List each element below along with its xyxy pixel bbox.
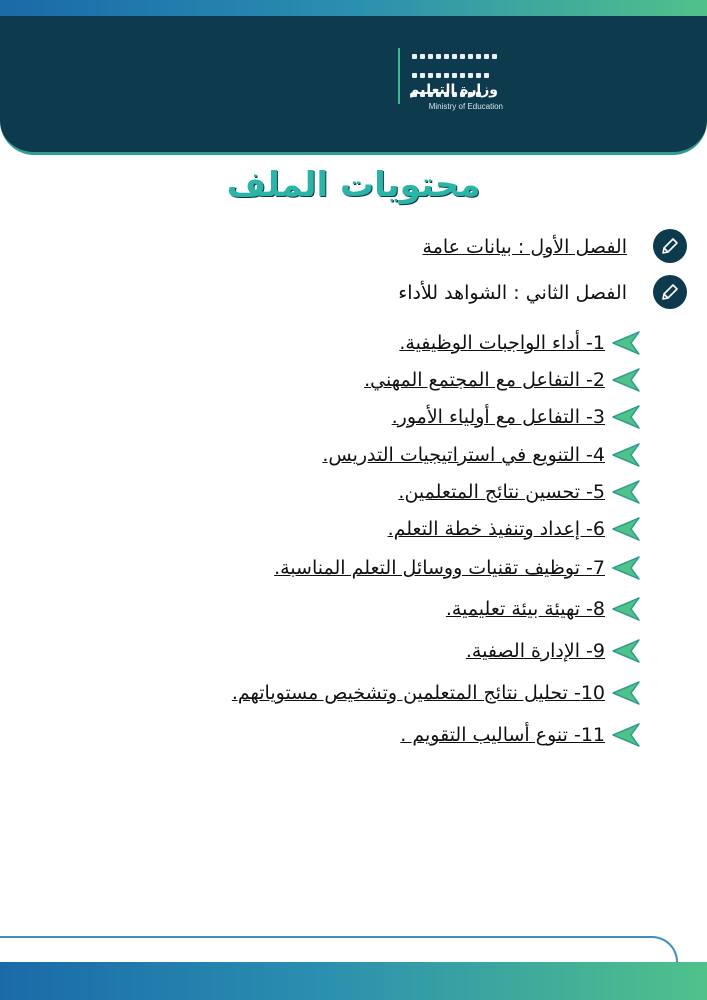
pen-icon [653,275,687,309]
list-item [400,720,605,750]
item-label: 10- تحليل نتائج المتعلمين وتشخيص مستوياتهم. [231,682,605,704]
list-item [398,477,605,507]
list-item [364,365,605,395]
list-item [399,328,605,358]
item-label: 6- إعداد وتنفيذ خطة التعلم. [387,518,605,540]
list-item [322,440,605,470]
arrow-left-icon [611,404,641,430]
chapter-2-label: الفصل الثاني : الشواهد للأداء [398,282,627,304]
chapter-1-label: الفصل الأول : بيانات عامة [422,236,627,258]
item-label: 1- أداء الواجبات الوظيفية. [399,332,605,354]
list-item [446,594,605,624]
arrow-left-icon [611,442,641,468]
item-label: 7- توظيف تقنيات ووسائل التعلم المناسبة. [274,557,605,579]
arrow-left-icon [611,330,641,356]
chapter-2 [398,276,641,310]
arrow-left-icon [611,680,641,706]
item-label: 2- التفاعل مع المجتمع المهني. [364,369,605,391]
arrow-left-icon [611,555,641,581]
list-item [392,402,605,432]
chapter-1 [423,230,641,264]
arrow-left-icon [611,479,641,505]
arrow-left-icon [611,516,641,542]
arrow-left-icon [611,367,641,393]
top-gradient-bar [0,0,707,16]
item-label: 3- التفاعل مع أولياء الأمور. [391,406,605,428]
header-banner [0,0,707,155]
footer-gradient-bar [0,962,707,1000]
arrow-left-icon [611,638,641,664]
item-label: 5- تحسين نتائج المتعلمين. [398,481,605,503]
item-label: 9- الإدارة الصفية. [465,640,605,662]
logo-arabic-text: وزارة التعليم [409,82,498,98]
list-item [274,553,605,583]
pen-icon [653,229,687,263]
item-label: 4- التنويع في استراتيجيات التدريس. [322,444,605,466]
page-title: محتويات الملف [226,165,481,205]
list-item [232,678,605,708]
list-item [466,636,605,666]
logo-divider [398,48,400,104]
item-label: 8- تهيئة بيئة تعليمية. [445,598,605,620]
list-item [388,514,605,544]
item-label: 11- تنوع أساليب التقويم . [400,724,605,746]
ministry-logo [398,44,503,114]
logo-english-text: Ministry of Education [428,102,503,111]
arrow-left-icon [611,596,641,622]
arrow-left-icon [611,722,641,748]
